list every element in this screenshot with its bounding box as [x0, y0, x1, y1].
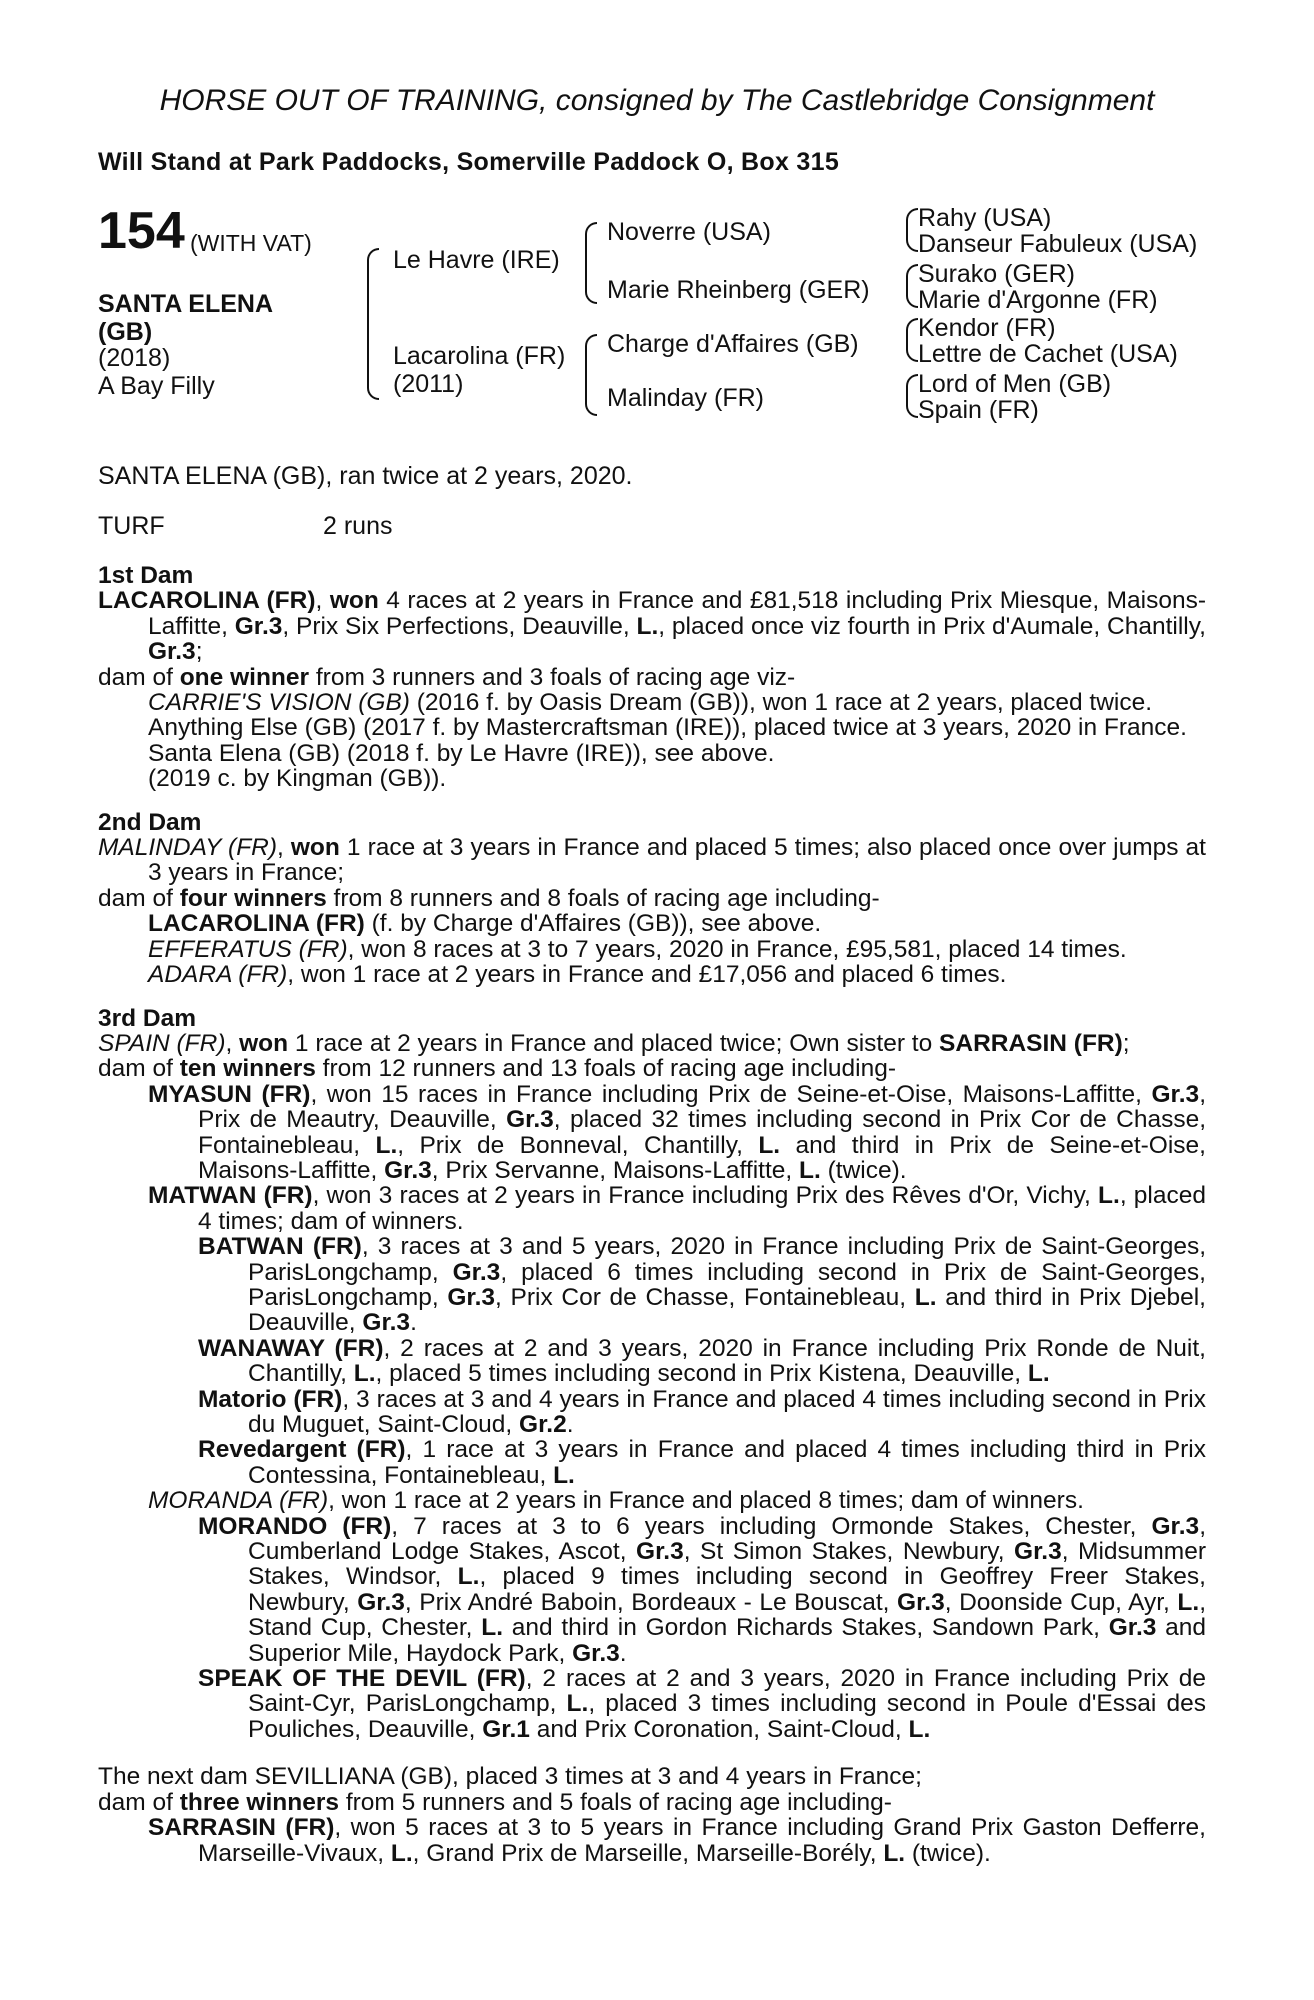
- pedigree-dd-dam: Spain (FR): [918, 396, 1039, 424]
- produce-item: CARRIE'S VISION (GB) (2016 f. by Oasis Dream (GB)), won 1 race at 2 years, placed twice.: [148, 689, 1153, 717]
- lot-number: 154: [98, 202, 185, 260]
- dam-of-line: dam of three winners from 5 runners and 5 foals of racing age including-: [98, 1788, 892, 1816]
- produce-item: Revedargent (FR), 1 race at 3 years in France and placed 4 times including third in Prix Contessina, Fontainebleau, L.: [198, 1436, 1206, 1489]
- dam-of-line: dam of ten winners from 12 runners and 13 foals of racing age including-: [98, 1055, 897, 1083]
- pedigree-dd-sire: Lord of Men (GB): [918, 370, 1112, 398]
- pedigree-ds-dam: Lettre de Cachet (USA): [918, 340, 1178, 368]
- pedigree-brace: [585, 334, 597, 416]
- pedigree-sd-sire: Surako (GER): [918, 260, 1075, 288]
- produce-item: MORANDO (FR), 7 races at 3 to 6 years including Ormonde Stakes, Chester, Gr.3, Cumberland Lodge Stakes, Ascot, Gr.3, St Simon Stakes, Newbury, Gr.3, Midsummer Stakes, Windsor, L., placed 9 times including second in Geoffrey Freer Stakes, Newbury, Gr.3, Prix André Baboin, Bordeaux - Le Bouscat, Gr.3, Doonside Cup, Ayr, L., Stand Cup, Chester, L. and third in Gordon Richards Stakes, Sandown Park, Gr.3 and Superior Mile, Haydock Park, Gr.3.: [198, 1512, 1207, 1667]
- stand-location: Will Stand at Park Paddocks, Somerville Paddock O, Box 315: [98, 148, 840, 176]
- pedigree-sire-dam: Marie Rheinberg (GER): [607, 276, 870, 304]
- turf-label: TURF: [98, 512, 165, 540]
- produce-item: SARRASIN (FR), won 5 races at 3 to 5 years in France including Grand Prix Gaston Defferre, Marseille-Vivaux, L., Grand Prix de Marseille, Marseille-Borély, L. (twice).: [148, 1814, 1206, 1867]
- horse-country: (GB): [98, 318, 153, 346]
- dam-record: LACAROLINA (FR), won 4 races at 2 years in France and £81,518 including Prix Miesque, Maisons-Laffitte, Gr.3, Prix Six Perfections, Deauville, L., placed once viz fourth in Prix d'Aumale, Chantilly, Gr.3;: [98, 587, 1207, 666]
- produce-item: BATWAN (FR), 3 races at 3 and 5 years, 2020 in France including Prix de Saint-Georges, ParisLongchamp, Gr.3, placed 6 times including second in Prix de Saint-Georges, ParisLongchamp, Gr.3, Prix Cor de Chasse, Fontainebleau, L. and third in Prix Djebel, Deauville, Gr.3.: [198, 1233, 1207, 1337]
- produce-item: ADARA (FR), won 1 race at 2 years in France and £17,056 and placed 6 times.: [148, 961, 1007, 989]
- pedigree-brace: [906, 208, 918, 252]
- pedigree-brace: [906, 374, 918, 418]
- consignment-header: HORSE OUT OF TRAINING, consigned by The Castlebridge Consignment: [159, 84, 1155, 117]
- dam-record: SPAIN (FR), won 1 race at 2 years in France and placed twice; Own sister to SARRASIN (FR);: [98, 1029, 1130, 1057]
- next-dam-record: The next dam SEVILLIANA (GB), placed 3 times at 3 and 4 years in France;: [98, 1763, 922, 1791]
- racing-summary: SANTA ELENA (GB), ran twice at 2 years, 2020.: [98, 462, 633, 490]
- dam-of-line: dam of one winner from 3 runners and 3 foals of racing age viz-: [98, 663, 796, 691]
- pedigree-sire: Le Havre (IRE): [393, 246, 560, 274]
- section-heading: 2nd Dam: [98, 808, 202, 836]
- produce-item: Anything Else (GB) (2017 f. by Mastercraftsman (IRE)), placed twice at 3 years, 2020 in France.: [148, 714, 1187, 742]
- pedigree-brace: [906, 318, 918, 362]
- pedigree-brace: [585, 222, 597, 304]
- pedigree-brace: [906, 264, 918, 308]
- produce-item: LACAROLINA (FR) (f. by Charge d'Affaires (GB)), see above.: [148, 910, 822, 938]
- horse-description: A Bay Filly: [98, 372, 215, 400]
- turf-runs: 2 runs: [323, 512, 393, 540]
- pedigree-sire-sire: Noverre (USA): [607, 218, 771, 246]
- pedigree-dam-year: (2011): [393, 370, 464, 398]
- produce-item: MYASUN (FR), won 15 races in France including Prix de Seine-et-Oise, Maisons-Laffitte, Gr.3, Prix de Meautry, Deauville, Gr.3, placed 32 times including second in Prix Cor de Chasse, Fontainebleau, L., Prix de Bonneval, Chantilly, L. and third in Prix de Seine-et-Oise, Maisons-Laffitte, Gr.3, Prix Servanne, Maisons-Laffitte, L. (twice).: [148, 1080, 1207, 1184]
- pedigree-brace: [367, 248, 379, 400]
- produce-item: SPEAK OF THE DEVIL (FR), 2 races at 2 and 3 years, 2020 in France including Prix de Saint-Cyr, ParisLongchamp, L., placed 3 times including second in Poule d'Essai des Pouliches, Deauville, Gr.1 and Prix Coronation, Saint-Cloud, L.: [198, 1665, 1207, 1743]
- produce-item: MATWAN (FR), won 3 races at 2 years in France including Prix des Rêves d'Or, Vichy, L., placed 4 times; dam of winners.: [148, 1182, 1206, 1235]
- horse-year: (2018): [98, 344, 171, 372]
- section-heading: 1st Dam: [98, 562, 194, 589]
- produce-item: (2019 c. by Kingman (GB)).: [148, 765, 447, 793]
- vat-note: (WITH VAT): [190, 230, 312, 256]
- produce-item: MORANDA (FR), won 1 race at 2 years in France and placed 8 times; dam of winners.: [148, 1487, 1084, 1515]
- produce-item: EFFERATUS (FR), won 8 races at 3 to 7 years, 2020 in France, £95,581, placed 14 times.: [148, 935, 1127, 963]
- pedigree-dam-dam: Malinday (FR): [607, 384, 764, 412]
- pedigree-ss-dam: Danseur Fabuleux (USA): [918, 230, 1198, 258]
- horse-name: SANTA ELENA: [98, 290, 273, 318]
- produce-item: WANAWAY (FR), 2 races at 2 and 3 years, 2020 in France including Prix Ronde de Nuit, Chantilly, L., placed 5 times including second in Prix Kistena, Deauville, L.: [198, 1334, 1206, 1388]
- pedigree-dam-sire: Charge d'Affaires (GB): [607, 330, 859, 358]
- dam-of-line: dam of four winners from 8 runners and 8 foals of racing age including-: [98, 884, 880, 912]
- pedigree-ds-sire: Kendor (FR): [918, 314, 1056, 342]
- pedigree-ss-sire: Rahy (USA): [918, 204, 1052, 232]
- pedigree-sd-dam: Marie d'Argonne (FR): [918, 286, 1158, 314]
- produce-item: Santa Elena (GB) (2018 f. by Le Havre (IRE)), see above.: [148, 739, 775, 767]
- dam-record: MALINDAY (FR), won 1 race at 3 years in France and placed 5 times; also placed once over jumps at 3 years in France;: [98, 834, 1206, 887]
- produce-record: [98, 563, 1206, 1866]
- pedigree-dam: Lacarolina (FR): [393, 342, 566, 370]
- produce-item: Matorio (FR), 3 races at 3 and 4 years in France and placed 4 times including second in Prix du Muguet, Saint-Cloud, Gr.2.: [198, 1385, 1206, 1438]
- section-heading: 3rd Dam: [98, 1004, 197, 1032]
